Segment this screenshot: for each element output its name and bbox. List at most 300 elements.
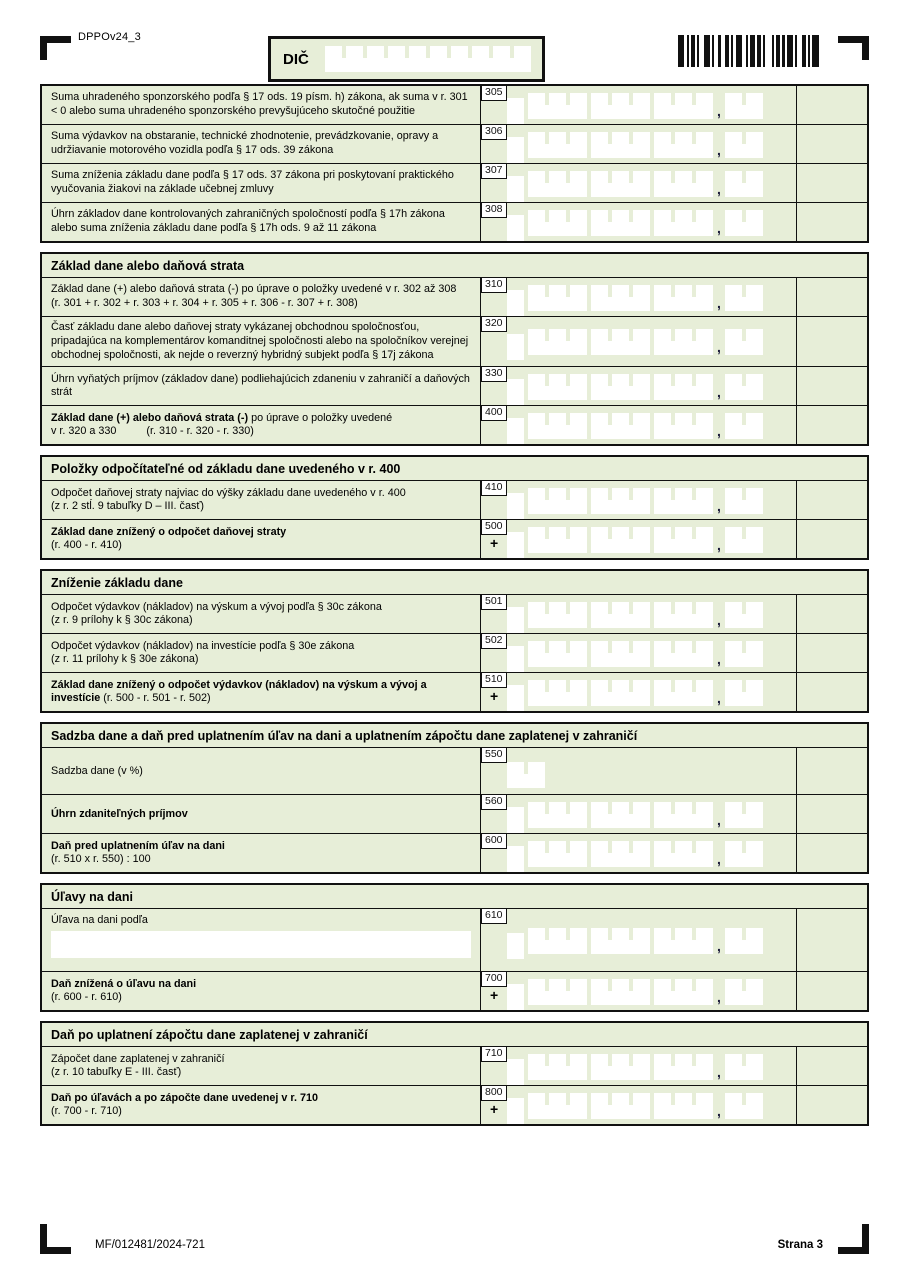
digit-group xyxy=(725,1054,763,1080)
section-title: Položky odpočítateľné od základu dane uvedeného v r. 400 xyxy=(51,462,401,477)
digit-cell xyxy=(549,374,566,400)
amount-field-510[interactable] xyxy=(507,680,763,706)
digit-cell xyxy=(654,374,671,400)
digit-cell xyxy=(570,488,587,514)
decimal-comma: , xyxy=(717,497,721,514)
digit-cell xyxy=(528,841,545,867)
digit-group xyxy=(591,329,650,355)
dic-label: DIČ xyxy=(283,50,309,68)
digit-group xyxy=(507,137,524,163)
row-label: Daň po úľavách a po zápočte dane uvedenej v r. 710 (r. 700 - r. 710) xyxy=(51,1092,471,1120)
amount-field-307[interactable] xyxy=(507,171,763,197)
digit-cell xyxy=(528,374,545,400)
digit-cell xyxy=(591,171,608,197)
digit-cell xyxy=(633,1054,650,1080)
spare-cell xyxy=(796,520,867,558)
digit-cell xyxy=(507,290,524,316)
row-field-cell xyxy=(480,367,796,405)
digit-group xyxy=(507,1059,524,1085)
row-label: Základ dane znížený o odpočet daňovej straty (r. 400 - r. 410) xyxy=(51,526,471,554)
digit-cell xyxy=(696,374,713,400)
digit-cell xyxy=(612,132,629,158)
form-row-310 xyxy=(42,277,867,316)
row-field-cell xyxy=(480,1047,796,1085)
digit-group xyxy=(725,210,763,236)
row-label: Suma zníženia základu dane podľa § 17 ods. 37 zákona pri poskytovaní praktického vyučovania žiakovi na základe učebnej zmluvy xyxy=(51,169,454,195)
dic-box xyxy=(268,36,545,82)
row-label-cell xyxy=(42,367,480,405)
digit-cell xyxy=(696,329,713,355)
row-number-badge: 320 xyxy=(481,317,507,332)
amount-field-410[interactable] xyxy=(507,488,763,514)
digit-cell xyxy=(507,762,524,788)
digit-cell xyxy=(746,527,763,553)
digit-group xyxy=(507,685,524,711)
digit-cell xyxy=(507,334,524,360)
decimal-comma: , xyxy=(717,650,721,667)
digit-cell xyxy=(654,979,671,1005)
digit-cell xyxy=(725,374,742,400)
digit-group xyxy=(591,928,650,954)
row-label-cell xyxy=(42,834,480,872)
digit-cell xyxy=(633,527,650,553)
digit-cell xyxy=(633,132,650,158)
spare-cell xyxy=(796,909,867,971)
amount-field-310[interactable] xyxy=(507,285,763,311)
form-row-610 xyxy=(42,908,867,971)
digit-cell xyxy=(654,488,671,514)
digit-cell xyxy=(696,527,713,553)
digit-group xyxy=(325,46,531,72)
digit-cell xyxy=(528,171,545,197)
digit-cell xyxy=(725,171,742,197)
digit-group xyxy=(507,379,524,405)
row-number-badge: 305 xyxy=(481,86,507,101)
amount-field-330[interactable] xyxy=(507,374,763,400)
row-label-cell xyxy=(42,748,480,794)
row-label: Časť základu dane alebo daňovej straty vykázanej obchodnou spoločnosťou, pripadajúca na komplementárov komanditnej spoločnosti alebo na spoločníkov verejnej obchodnej spoločnosti, ak nejde o reverzný hybridný subjekt podľa § 17j zákona xyxy=(51,321,469,361)
decimal-comma: , xyxy=(717,811,721,828)
form-section-6 xyxy=(40,1021,869,1126)
spare-cell xyxy=(796,634,867,672)
digit-cell xyxy=(654,641,671,667)
digit-cell xyxy=(528,1054,545,1080)
digit-cell xyxy=(507,215,524,241)
row-label-cell xyxy=(42,86,480,124)
digit-cell xyxy=(528,802,545,828)
spare-cell xyxy=(796,406,867,444)
spare-cell xyxy=(796,673,867,711)
decimal-comma: , xyxy=(717,422,721,439)
crop-mark-bottom-left xyxy=(40,1224,71,1254)
amount-field-306[interactable] xyxy=(507,132,763,158)
digit-group xyxy=(654,641,713,667)
digit-group xyxy=(591,802,650,828)
digit-cell xyxy=(696,979,713,1005)
digit-group xyxy=(591,841,650,867)
digit-cell xyxy=(570,285,587,311)
digit-cell xyxy=(570,1093,587,1119)
decimal-comma: , xyxy=(717,141,721,158)
tax-relief-law-input[interactable] xyxy=(51,931,471,958)
digit-cell xyxy=(746,928,763,954)
digit-cell xyxy=(654,527,671,553)
digit-cell xyxy=(654,602,671,628)
row-label-cell xyxy=(42,795,480,833)
digit-group xyxy=(528,488,587,514)
spare-cell xyxy=(796,125,867,163)
row-label-cell xyxy=(42,125,480,163)
digit-cell xyxy=(696,841,713,867)
spare-cell xyxy=(796,203,867,241)
digit-cell xyxy=(612,680,629,706)
digit-cell xyxy=(746,93,763,119)
amount-field-710[interactable] xyxy=(507,1054,763,1080)
crop-mark-top-right xyxy=(838,36,869,60)
digit-cell xyxy=(388,46,405,72)
digit-group xyxy=(591,132,650,158)
row-field-cell xyxy=(480,164,796,202)
digit-cell xyxy=(633,979,650,1005)
row-label: Základ dane (+) alebo daňová strata (-) po úprave o položky uvedené v r. 320 a 330 (r. 310 - r. 320 - r. 330) xyxy=(51,412,471,440)
row-label: Úhrn vyňatých príjmov (základov dane) podliehajúcich zdaneniu v zahraničí a daňových strát xyxy=(51,372,470,399)
crop-mark-bottom-right xyxy=(838,1224,869,1254)
amount-field-610[interactable] xyxy=(507,928,763,954)
digit-group xyxy=(591,527,650,553)
digit-cell xyxy=(528,602,545,628)
decimal-comma: , xyxy=(717,988,721,1005)
spare-cell xyxy=(796,1047,867,1085)
digit-cell xyxy=(633,841,650,867)
digit-cell xyxy=(591,641,608,667)
digit-cell xyxy=(549,841,566,867)
form-row-500 xyxy=(42,519,867,558)
digit-group xyxy=(654,210,713,236)
row-formula: (r. 600 - r. 610) xyxy=(51,991,122,1004)
digit-cell xyxy=(570,132,587,158)
digit-group xyxy=(507,532,524,558)
digit-cell xyxy=(612,602,629,628)
digit-cell xyxy=(612,171,629,197)
percent-field-550[interactable] xyxy=(507,762,545,788)
digit-cell xyxy=(514,46,531,72)
digit-group xyxy=(591,602,650,628)
digit-cell xyxy=(675,641,692,667)
digit-group xyxy=(654,374,713,400)
digit-cell xyxy=(528,1093,545,1119)
section-title: Základ dane alebo daňová strata xyxy=(51,259,245,273)
row-field-cell xyxy=(480,834,796,872)
amount-field-305[interactable] xyxy=(507,93,763,119)
digit-cell xyxy=(549,641,566,667)
digit-cell xyxy=(633,641,650,667)
decimal-comma: , xyxy=(717,383,721,400)
digit-cell xyxy=(746,1093,763,1119)
amount-field-320[interactable] xyxy=(507,329,763,355)
digit-cell xyxy=(507,379,524,405)
digit-cell xyxy=(675,374,692,400)
row-label-cell xyxy=(42,481,480,519)
digit-group xyxy=(591,210,650,236)
row-label: Základ dane znížený o odpočet výdavkov (nákladov) na výskum a vývoj a investície (r. 500 - r. 501 - r. 502) xyxy=(51,678,427,705)
row-field-cell xyxy=(480,972,796,1010)
digit-group xyxy=(528,374,587,400)
digit-cell xyxy=(549,1054,566,1080)
digit-cell xyxy=(507,607,524,633)
digit-cell xyxy=(675,93,692,119)
row-formula: (z r. 10 tabuľky E - III. časť) xyxy=(51,1066,182,1079)
row-field-cell xyxy=(480,748,796,794)
amount-field-501[interactable] xyxy=(507,602,763,628)
row-number-badge: 600 xyxy=(481,834,507,849)
digit-cell xyxy=(675,680,692,706)
amount-field-600[interactable] xyxy=(507,841,763,867)
digit-cell xyxy=(675,171,692,197)
form-row-600 xyxy=(42,833,867,872)
dic-input[interactable] xyxy=(325,46,531,72)
digit-group xyxy=(725,680,763,706)
digit-group xyxy=(528,979,587,1005)
digit-cell xyxy=(528,329,545,355)
amount-field-400[interactable] xyxy=(507,413,763,439)
row-field-cell xyxy=(480,317,796,366)
digit-cell xyxy=(507,418,524,444)
row-number-badge: 560 xyxy=(481,795,507,810)
digit-cell xyxy=(725,413,742,439)
digit-cell xyxy=(725,979,742,1005)
digit-cell xyxy=(570,979,587,1005)
amount-field-502[interactable] xyxy=(507,641,763,667)
digit-cell xyxy=(346,46,363,72)
digit-cell xyxy=(528,285,545,311)
digit-cell xyxy=(675,527,692,553)
row-label-cell xyxy=(42,164,480,202)
digit-cell xyxy=(633,93,650,119)
digit-group xyxy=(528,210,587,236)
digit-cell xyxy=(612,527,629,553)
spare-cell xyxy=(796,595,867,633)
form-section-4 xyxy=(40,722,869,874)
digit-cell xyxy=(549,413,566,439)
digit-group xyxy=(725,979,763,1005)
digit-cell xyxy=(696,93,713,119)
section-title: Sadzba dane a daň pred uplatnením úľav na dani a uplatnením zápočtu dane zaplatenej v zahraničí xyxy=(51,729,638,744)
digit-cell xyxy=(633,1093,650,1119)
digit-group xyxy=(725,602,763,628)
amount-field-800[interactable] xyxy=(507,1093,763,1119)
digit-group xyxy=(725,928,763,954)
digit-cell xyxy=(746,802,763,828)
digit-cell xyxy=(612,210,629,236)
row-label-cell xyxy=(42,673,480,711)
row-field-cell xyxy=(480,595,796,633)
section-title: Zníženie základu dane xyxy=(51,576,183,591)
row-number-badge: 510 xyxy=(481,673,507,688)
digit-cell xyxy=(612,641,629,667)
row-label-cell xyxy=(42,278,480,316)
digit-cell xyxy=(696,602,713,628)
digit-group xyxy=(528,527,587,553)
digit-cell xyxy=(612,1054,629,1080)
row-field-cell xyxy=(480,520,796,558)
digit-group xyxy=(654,979,713,1005)
digit-cell xyxy=(696,641,713,667)
digit-cell xyxy=(570,329,587,355)
digit-cell xyxy=(591,928,608,954)
digit-group xyxy=(725,841,763,867)
row-formula: (z r. 11 prílohy k § 30e zákona) xyxy=(51,653,199,666)
digit-group xyxy=(507,176,524,202)
digit-cell xyxy=(528,488,545,514)
digit-group xyxy=(725,329,763,355)
digit-group xyxy=(528,132,587,158)
digit-cell xyxy=(591,488,608,514)
row-number-badge: 501 xyxy=(481,595,507,610)
row-formula: v r. 320 a 330 (r. 310 - r. 320 - r. 330) xyxy=(51,425,254,438)
section-title: Úľavy na dani xyxy=(51,890,133,905)
digit-group xyxy=(654,1054,713,1080)
digit-group xyxy=(591,285,650,311)
digit-cell xyxy=(746,171,763,197)
digit-group xyxy=(654,171,713,197)
digit-group xyxy=(591,641,650,667)
digit-cell xyxy=(654,210,671,236)
row-label: Odpočet výdavkov (nákladov) na výskum a vývoj podľa § 30c zákona (z r. 9 prílohy k § 30c zákona) xyxy=(51,601,471,629)
form-section-1 xyxy=(40,252,869,446)
form-row-305 xyxy=(42,86,867,124)
plus-sign: + xyxy=(490,688,499,705)
spare-cell xyxy=(796,367,867,405)
digit-cell xyxy=(633,210,650,236)
digit-cell xyxy=(633,602,650,628)
digit-cell xyxy=(507,532,524,558)
row-label-cell xyxy=(42,1047,480,1085)
digit-cell xyxy=(528,762,545,788)
row-label-cell xyxy=(42,406,480,444)
digit-cell xyxy=(507,137,524,163)
digit-group xyxy=(507,418,524,444)
row-label: Odpočet daňovej straty najviac do výšky základu dane uvedeného v r. 400 (z r. 2 stĺ. 9 tabuľky D – III. časť) xyxy=(51,487,471,515)
amount-field-700[interactable] xyxy=(507,979,763,1005)
row-label-cell xyxy=(42,1086,480,1124)
row-number-badge: 700 xyxy=(481,972,507,987)
decimal-comma: , xyxy=(717,850,721,867)
digit-group xyxy=(591,680,650,706)
spare-cell xyxy=(796,317,867,366)
digit-cell xyxy=(654,285,671,311)
digit-cell xyxy=(612,488,629,514)
digit-cell xyxy=(472,46,489,72)
row-field-cell xyxy=(480,909,796,971)
digit-group xyxy=(528,928,587,954)
row-number-badge: 330 xyxy=(481,367,507,382)
digit-cell xyxy=(654,93,671,119)
digit-cell xyxy=(549,928,566,954)
section-title: Daň po uplatnení zápočtu dane zaplatenej v zahraničí xyxy=(51,1028,368,1043)
digit-group xyxy=(528,1054,587,1080)
digit-cell xyxy=(675,1093,692,1119)
spare-cell xyxy=(796,972,867,1010)
digit-cell xyxy=(367,46,384,72)
row-number-badge: 610 xyxy=(481,909,507,924)
digit-cell xyxy=(725,329,742,355)
row-label-cell xyxy=(42,909,480,971)
digit-group xyxy=(507,1098,524,1124)
digit-cell xyxy=(591,374,608,400)
digit-group xyxy=(654,928,713,954)
row-field-cell xyxy=(480,86,796,124)
digit-cell xyxy=(633,329,650,355)
digit-group xyxy=(654,602,713,628)
decimal-comma: , xyxy=(717,689,721,706)
digit-cell xyxy=(549,680,566,706)
digit-cell xyxy=(675,1054,692,1080)
form-section-2 xyxy=(40,455,869,560)
row-number-badge: 550 xyxy=(481,748,507,763)
row-label: Úhrn zdaniteľných príjmov xyxy=(51,807,188,820)
digit-cell xyxy=(549,171,566,197)
amount-field-560[interactable] xyxy=(507,802,763,828)
digit-cell xyxy=(612,93,629,119)
spare-cell xyxy=(796,748,867,794)
row-label: Suma uhradeného sponzorského podľa § 17 ods. 19 písm. h) zákona, ak suma v r. 301 < 0 alebo suma uhradeného sponzorského prevyšujúceho skutočné použitie xyxy=(51,91,468,117)
digit-group xyxy=(507,807,524,833)
plus-sign: + xyxy=(490,1101,499,1118)
digit-cell xyxy=(528,979,545,1005)
crop-mark-top-left xyxy=(40,36,71,60)
digit-group xyxy=(725,488,763,514)
digit-cell xyxy=(507,1098,524,1124)
row-formula: (r. 700 - r. 710) xyxy=(51,1105,122,1118)
row-formula: (z r. 9 prílohy k § 30c zákona) xyxy=(51,614,193,627)
row-label-cell xyxy=(42,634,480,672)
row-number-badge: 307 xyxy=(481,164,507,179)
amount-field-308[interactable] xyxy=(507,210,763,236)
spare-cell xyxy=(796,86,867,124)
digit-group xyxy=(507,290,524,316)
digit-cell xyxy=(570,374,587,400)
form-row-510 xyxy=(42,672,867,711)
digit-cell xyxy=(696,680,713,706)
digit-cell xyxy=(746,488,763,514)
form-section-5 xyxy=(40,883,869,1012)
digit-cell xyxy=(654,171,671,197)
digit-cell xyxy=(633,171,650,197)
digit-cell xyxy=(746,374,763,400)
decimal-comma: , xyxy=(717,294,721,311)
digit-group xyxy=(725,802,763,828)
form-row-306 xyxy=(42,124,867,163)
digit-cell xyxy=(528,680,545,706)
decimal-comma: , xyxy=(717,102,721,119)
digit-cell xyxy=(507,493,524,519)
form-row-560 xyxy=(42,794,867,833)
decimal-comma: , xyxy=(717,536,721,553)
digit-group xyxy=(528,641,587,667)
row-label: Daň znížená o úľavu na dani (r. 600 - r. 610) xyxy=(51,978,471,1006)
digit-cell xyxy=(325,46,342,72)
row-label-cell xyxy=(42,203,480,241)
digit-cell xyxy=(612,802,629,828)
plus-sign: + xyxy=(490,535,499,552)
digit-group xyxy=(654,527,713,553)
digit-group xyxy=(591,979,650,1005)
amount-field-500[interactable] xyxy=(507,527,763,553)
digit-cell xyxy=(528,641,545,667)
digit-cell xyxy=(746,329,763,355)
decimal-comma: , xyxy=(717,219,721,236)
digit-cell xyxy=(591,329,608,355)
